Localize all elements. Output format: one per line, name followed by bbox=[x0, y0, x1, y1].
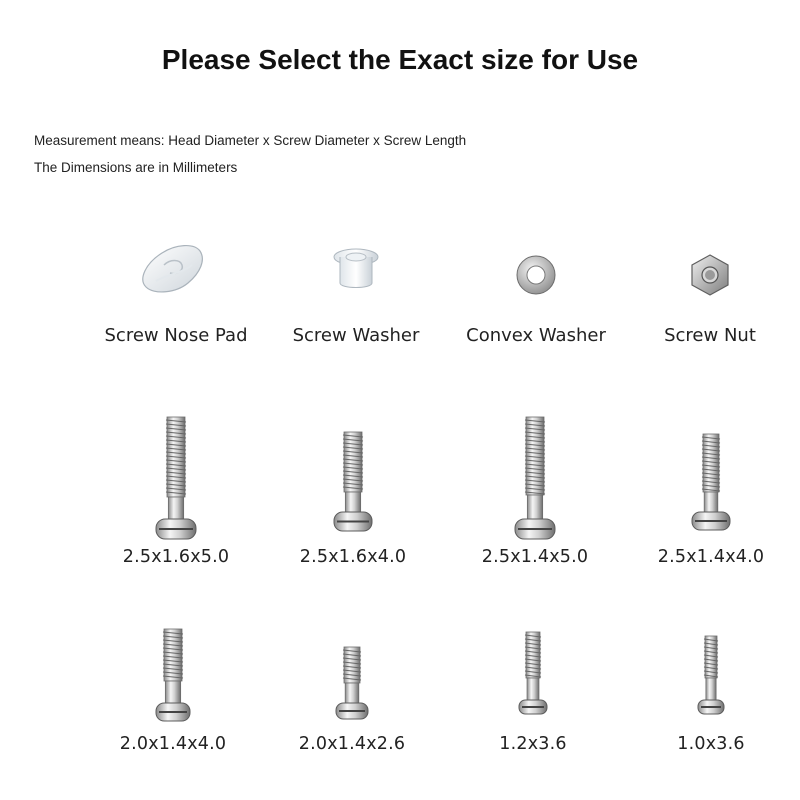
screw-item[interactable] bbox=[433, 630, 633, 764]
part-label: Screw Nose Pad bbox=[104, 325, 248, 346]
screw-icon bbox=[611, 634, 800, 716]
measurement-note: Measurement means: Head Diameter x Screw Diameter x Screw Length bbox=[34, 133, 467, 148]
screw-item[interactable] bbox=[253, 430, 453, 577]
screw-icon bbox=[611, 432, 800, 532]
screw-icon bbox=[433, 630, 633, 716]
screw-icon bbox=[435, 415, 635, 541]
screw-item[interactable] bbox=[73, 627, 273, 764]
convex-washer-icon bbox=[436, 235, 636, 305]
part-screw-nut[interactable] bbox=[610, 235, 800, 355]
screw-size-label: 2.0x1.4x4.0 bbox=[119, 734, 227, 754]
screw-icon bbox=[76, 415, 276, 541]
screw-item[interactable] bbox=[611, 432, 800, 577]
screw-size-label: 2.5x1.4x4.0 bbox=[657, 547, 765, 567]
screw-size-label: 2.5x1.6x4.0 bbox=[299, 547, 407, 567]
screw-size-label: 1.2x3.6 bbox=[499, 734, 567, 754]
part-label: Screw Washer bbox=[292, 325, 420, 346]
hex-nut-icon bbox=[610, 235, 800, 305]
screw-washer-icon bbox=[256, 235, 456, 305]
screw-item[interactable] bbox=[611, 634, 800, 764]
units-note: The Dimensions are in Millimeters bbox=[34, 160, 238, 175]
screw-size-label: 2.5x1.4x5.0 bbox=[481, 547, 589, 567]
screw-icon bbox=[253, 430, 453, 533]
nose-pad-icon bbox=[76, 235, 276, 305]
part-screw-washer[interactable] bbox=[256, 235, 456, 355]
screw-size-label: 1.0x3.6 bbox=[677, 734, 745, 754]
part-label: Screw Nut bbox=[664, 325, 756, 346]
screw-icon bbox=[252, 645, 452, 721]
screw-size-label: 2.0x1.4x2.6 bbox=[298, 734, 406, 754]
part-convex-washer[interactable] bbox=[436, 235, 636, 355]
screw-icon bbox=[73, 627, 273, 723]
part-nose-pad[interactable] bbox=[76, 235, 276, 355]
screw-item[interactable] bbox=[252, 645, 452, 764]
part-label: Convex Washer bbox=[466, 325, 606, 346]
screw-item[interactable] bbox=[435, 415, 635, 577]
screw-size-label: 2.5x1.6x5.0 bbox=[122, 547, 230, 567]
page-title: Please Select the Exact size for Use bbox=[161, 44, 639, 75]
screw-item[interactable] bbox=[76, 415, 276, 577]
